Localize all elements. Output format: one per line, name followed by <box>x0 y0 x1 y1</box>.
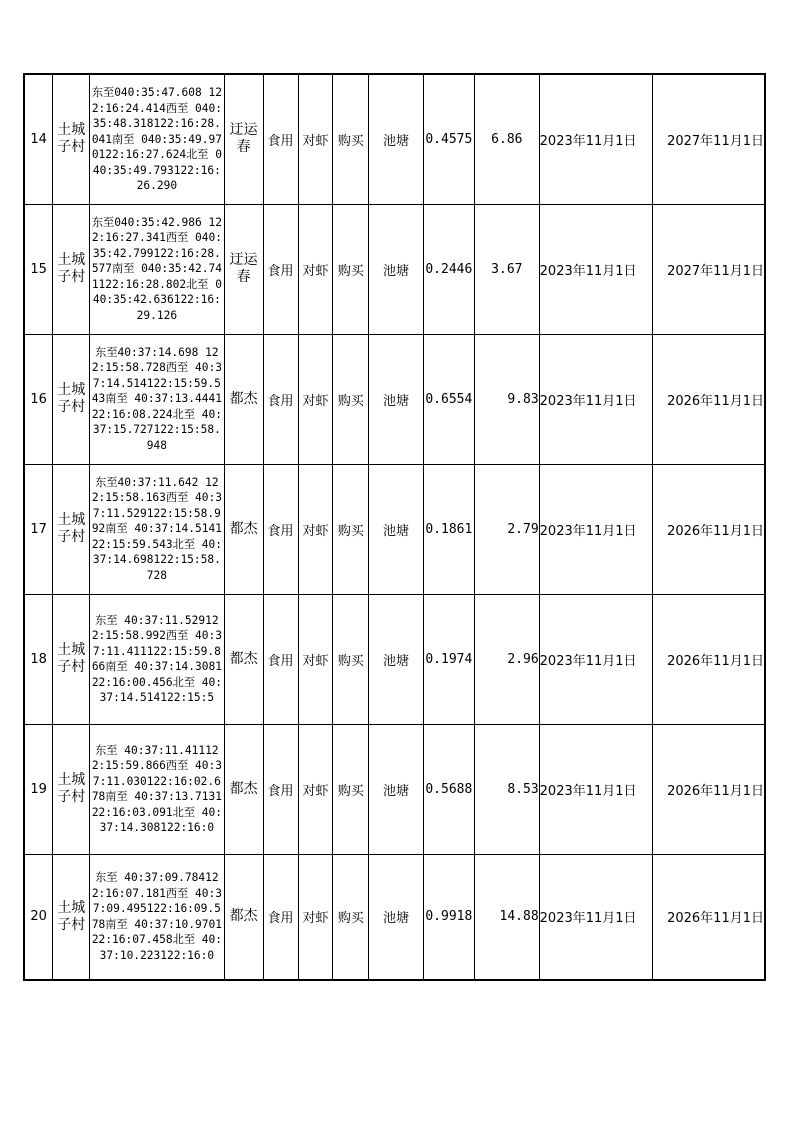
contractor-name-cell <box>224 594 263 724</box>
start-date: 2023年11月1日 <box>539 523 637 539</box>
start-date-cell <box>539 204 652 334</box>
purpose: 食用 <box>267 263 294 279</box>
end-date-cell <box>652 724 765 854</box>
end-date-cell <box>652 464 765 594</box>
table-row <box>24 464 765 594</box>
village-name-cell <box>53 334 90 464</box>
yield-value-cell <box>475 724 540 854</box>
water-type-cell <box>369 334 423 464</box>
contractor-name-cell <box>224 724 263 854</box>
purpose-cell <box>263 74 298 204</box>
table-row <box>24 334 765 464</box>
acquisition-method: 购买 <box>337 783 364 799</box>
boundary-coordinates: 东至 40:37:09.784122:16:07.181西至 40:37:09.495122:16:09.578南至 40:37:10.970122:16:07.458北至 40:37:10.223122:16:0 <box>91 871 222 962</box>
row-number-cell <box>24 724 53 854</box>
water-type: 池塘 <box>382 653 409 669</box>
boundary-coordinates-cell <box>90 724 224 854</box>
water-type: 池塘 <box>382 783 409 799</box>
yield-value: 14.88 <box>499 909 539 925</box>
end-date: 2026年11月1日 <box>667 911 764 927</box>
area-value: 0.2446 <box>425 261 473 277</box>
yield-value-cell <box>475 204 540 334</box>
boundary-wrap <box>90 466 223 592</box>
yield-value-cell <box>475 854 540 980</box>
water-type: 池塘 <box>382 393 409 409</box>
acquisition-method: 购买 <box>337 263 364 279</box>
boundary-wrap <box>90 336 223 462</box>
species: 对虾 <box>302 133 329 149</box>
purpose-cell <box>263 854 298 980</box>
row-number: 19 <box>30 781 47 797</box>
contractor-name: 都杰 <box>229 780 258 797</box>
village-name: 土城子村 <box>57 899 86 933</box>
table-row <box>24 74 765 204</box>
acquisition-method: 购买 <box>337 133 364 149</box>
yield-value: 2.79 <box>507 521 539 537</box>
water-type-cell <box>369 464 423 594</box>
area-value: 0.9918 <box>425 909 473 925</box>
end-date: 2026年11月1日 <box>667 783 764 799</box>
boundary-wrap <box>90 856 223 978</box>
table-row <box>24 204 765 334</box>
start-date: 2023年11月1日 <box>539 133 637 149</box>
yield-value: 8.53 <box>507 781 539 797</box>
boundary-coordinates-cell <box>90 594 224 724</box>
acquisition-method: 购买 <box>337 653 364 669</box>
end-date-cell <box>652 594 765 724</box>
start-date-cell <box>539 464 652 594</box>
end-date: 2026年11月1日 <box>667 523 764 539</box>
purpose: 食用 <box>267 523 294 539</box>
species: 对虾 <box>302 783 329 799</box>
village-name: 土城子村 <box>57 512 86 545</box>
water-type: 池塘 <box>382 263 409 279</box>
village-name: 土城子村 <box>57 642 86 675</box>
area-value-cell <box>423 464 474 594</box>
acquisition-method: 购买 <box>337 911 364 927</box>
water-type: 池塘 <box>382 133 409 149</box>
area-value-cell <box>423 334 474 464</box>
area-value: 0.1974 <box>425 651 473 667</box>
yield-value-cell <box>475 74 540 204</box>
boundary-coordinates-cell <box>90 74 224 204</box>
acquisition-method-cell <box>333 854 369 980</box>
boundary-wrap <box>90 726 223 852</box>
village-name-cell <box>53 854 90 980</box>
end-date: 2027年11月1日 <box>667 133 764 149</box>
village-name-cell <box>53 464 90 594</box>
start-date-cell <box>539 854 652 980</box>
water-type: 池塘 <box>382 911 409 927</box>
boundary-coordinates-cell <box>90 464 224 594</box>
row-number: 18 <box>30 651 47 667</box>
contractor-name-cell <box>224 334 263 464</box>
boundary-coordinates: 东至 40:37:11.529122:15:58.992西至 40:37:11.411122:15:59.866南至 40:37:14.308122:16:00.456北至 40:37:14.514122:15:5 <box>91 613 222 704</box>
purpose: 食用 <box>267 653 294 669</box>
water-type: 池塘 <box>382 523 409 539</box>
end-date-cell <box>652 334 765 464</box>
contractor-name: 都杰 <box>229 908 258 925</box>
village-name-cell <box>53 74 90 204</box>
purpose: 食用 <box>267 911 294 927</box>
acquisition-method: 购买 <box>337 523 364 539</box>
acquisition-method-cell <box>333 204 369 334</box>
boundary-coordinates: 东至40:37:14.698 122:15:58.728西至 40:37:14.514122:15:59.543南至 40:37:13.444122:16:08.224北至 40:37:15.727122:15:58.948 <box>91 345 222 452</box>
species-cell <box>298 594 333 724</box>
start-date: 2023年11月1日 <box>539 653 637 669</box>
species: 对虾 <box>302 263 329 279</box>
row-number-cell <box>24 854 53 980</box>
yield-value-cell <box>475 594 540 724</box>
contractor-name-cell <box>224 204 263 334</box>
acquisition-method-cell <box>333 74 369 204</box>
village-name-cell <box>53 724 90 854</box>
village-name-cell <box>53 594 90 724</box>
boundary-coordinates: 东至040:35:42.986 122:16:27.341西至 040:35:42.799122:16:28.577南至 040:35:42.741122:16:28.802北至 040:35:42.636122:16:29.126 <box>91 215 222 322</box>
row-number: 15 <box>30 261 47 277</box>
boundary-wrap <box>90 596 223 722</box>
yield-value: 6.86 <box>491 131 523 147</box>
boundary-coordinates-cell <box>90 334 224 464</box>
end-date: 2027年11月1日 <box>667 263 764 279</box>
water-type-cell <box>369 204 423 334</box>
contractor-name: 迂运春 <box>229 252 258 285</box>
row-number: 16 <box>30 391 47 407</box>
village-name-cell <box>53 204 90 334</box>
village-name: 土城子村 <box>57 252 86 285</box>
contractor-name: 迂运春 <box>229 122 258 156</box>
end-date-cell <box>652 854 765 980</box>
contractor-name-cell <box>224 854 263 980</box>
boundary-coordinates: 东至 40:37:11.411122:15:59.866西至 40:37:11.030122:16:02.678南至 40:37:13.713122:16:03.091北至 40:37:14.308122:16:0 <box>91 743 222 834</box>
start-date-cell <box>539 724 652 854</box>
boundary-wrap <box>90 206 223 332</box>
start-date: 2023年11月1日 <box>539 393 637 409</box>
species-cell <box>298 74 333 204</box>
species-cell <box>298 204 333 334</box>
boundary-coordinates: 东至040:35:47.608 122:16:24.414西至 040:35:48.318122:16:28.041南至 040:35:49.970122:16:27.624北至 040:35:49.793122:16:26.290 <box>91 86 222 192</box>
water-type-cell <box>369 854 423 980</box>
acquisition-method-cell <box>333 724 369 854</box>
species-cell <box>298 854 333 980</box>
species-cell <box>298 464 333 594</box>
boundary-coordinates-cell <box>90 204 224 334</box>
purpose-cell <box>263 464 298 594</box>
acquisition-method-cell <box>333 594 369 724</box>
purpose-cell <box>263 204 298 334</box>
village-name: 土城子村 <box>57 772 86 805</box>
table-row <box>24 724 765 854</box>
row-number-cell <box>24 74 53 204</box>
purpose-cell <box>263 724 298 854</box>
table-body <box>24 74 765 980</box>
start-date-cell <box>539 334 652 464</box>
yield-value-cell <box>475 464 540 594</box>
row-number: 14 <box>30 131 47 147</box>
yield-value: 2.96 <box>507 651 539 667</box>
purpose: 食用 <box>267 393 294 409</box>
end-date: 2026年11月1日 <box>667 653 764 669</box>
yield-value-cell <box>475 334 540 464</box>
area-value: 0.6554 <box>425 391 473 407</box>
row-number-cell <box>24 594 53 724</box>
yield-value: 3.67 <box>491 261 523 277</box>
start-date: 2023年11月1日 <box>539 263 637 279</box>
area-value: 0.1861 <box>425 521 473 537</box>
area-value-cell <box>423 854 474 980</box>
row-number-cell <box>24 204 53 334</box>
table-row <box>24 594 765 724</box>
start-date-cell <box>539 74 652 204</box>
table-row <box>24 854 765 980</box>
end-date-cell <box>652 74 765 204</box>
row-number-cell <box>24 464 53 594</box>
purpose: 食用 <box>267 783 294 799</box>
acquisition-method-cell <box>333 334 369 464</box>
contractor-name-cell <box>224 74 263 204</box>
row-number-cell <box>24 334 53 464</box>
contractor-name: 都杰 <box>229 650 258 667</box>
acquisition-method: 购买 <box>337 393 364 409</box>
acquisition-method-cell <box>333 464 369 594</box>
contractor-name: 都杰 <box>229 390 258 407</box>
village-name: 土城子村 <box>57 122 86 156</box>
area-value: 0.5688 <box>425 781 473 797</box>
purpose-cell <box>263 594 298 724</box>
boundary-wrap <box>90 76 223 202</box>
yield-value: 9.83 <box>507 391 539 407</box>
area-value-cell <box>423 204 474 334</box>
species-cell <box>298 334 333 464</box>
pond-contract-table <box>23 73 766 981</box>
purpose: 食用 <box>267 133 294 149</box>
end-date-cell <box>652 204 765 334</box>
start-date-cell <box>539 594 652 724</box>
purpose-cell <box>263 334 298 464</box>
water-type-cell <box>369 594 423 724</box>
area-value-cell <box>423 74 474 204</box>
area-value: 0.4575 <box>425 131 473 147</box>
species: 对虾 <box>302 911 329 927</box>
area-value-cell <box>423 724 474 854</box>
water-type-cell <box>369 74 423 204</box>
village-name: 土城子村 <box>57 382 86 415</box>
contractor-name-cell <box>224 464 263 594</box>
start-date: 2023年11月1日 <box>539 911 637 927</box>
row-number: 20 <box>30 909 47 925</box>
water-type-cell <box>369 724 423 854</box>
area-value-cell <box>423 594 474 724</box>
boundary-coordinates: 东至40:37:11.642 122:15:58.163西至 40:37:11.529122:15:58.992南至 40:37:14.514122:15:59.543北至 40:37:14.698122:15:58.728 <box>91 475 222 582</box>
start-date: 2023年11月1日 <box>539 783 637 799</box>
species: 对虾 <box>302 393 329 409</box>
species-cell <box>298 724 333 854</box>
contractor-name: 都杰 <box>229 520 258 537</box>
species: 对虾 <box>302 523 329 539</box>
species: 对虾 <box>302 653 329 669</box>
end-date: 2026年11月1日 <box>667 393 764 409</box>
boundary-coordinates-cell <box>90 854 224 980</box>
row-number: 17 <box>30 521 47 537</box>
